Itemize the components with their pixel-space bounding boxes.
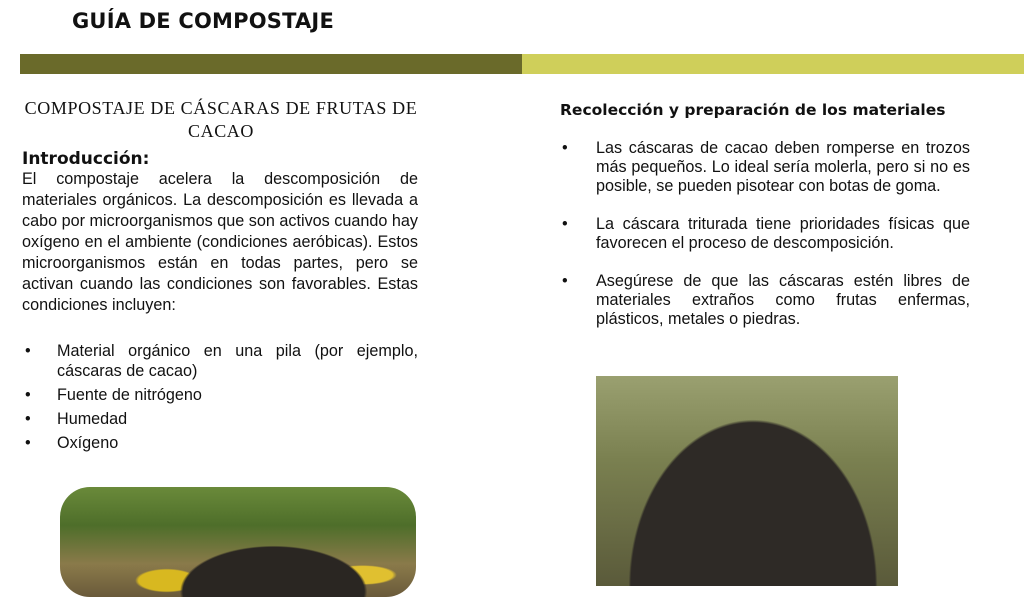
list-item-text: Asegúrese de que las cáscaras estén libres de materiales extraños como frutas enfermas, plásticos, metales o piedras. [596, 272, 970, 328]
conditions-list [22, 341, 418, 453]
list-item [22, 409, 418, 429]
bullet-icon: • [25, 410, 31, 428]
bullet-icon: • [25, 434, 31, 452]
guide-title: GUÍA DE COMPOSTAJE [72, 9, 334, 33]
shell-heap-photo [596, 376, 898, 586]
bullet-icon: • [25, 342, 31, 360]
header-band-light [522, 54, 1024, 74]
left-column [22, 97, 418, 457]
list-item [22, 385, 418, 405]
preparation-list [560, 139, 970, 329]
list-item [560, 215, 970, 253]
right-column [560, 100, 970, 348]
list-item-text: Las cáscaras de cacao deben romperse en trozos más pequeños. Lo ideal sería molerla, pero si no es posible, se pueden pisotear con botas de goma. [596, 139, 970, 195]
list-item-text: Humedad [57, 410, 128, 428]
list-item-text: Material orgánico en una pila (por ejemplo, cáscaras de cacao) [57, 342, 418, 380]
bullet-icon: • [562, 215, 568, 233]
list-item-text: La cáscara triturada tiene prioridades físicas que favorecen el proceso de descomposición. [596, 215, 970, 252]
list-item [22, 433, 418, 453]
list-item [560, 272, 970, 329]
list-item [560, 139, 970, 196]
bullet-icon: • [25, 386, 31, 404]
list-item-text: Fuente de nitrógeno [57, 386, 202, 404]
section-title: COMPOSTAJE DE CÁSCARAS DE FRUTAS DE CACAO [24, 98, 418, 141]
list-item [22, 341, 418, 381]
header-band-dark [20, 54, 522, 74]
list-item-text: Oxígeno [57, 434, 119, 452]
bullet-icon: • [562, 272, 568, 290]
materials-heading: Recolección y preparación de los materiales [560, 101, 946, 119]
compost-pile-photo [60, 487, 416, 597]
intro-heading: Introducción: [22, 149, 150, 169]
intro-paragraph: El compostaje acelera la descomposición de materiales orgánicos. La descomposición es llevada a cabo por microorganismos que son activos cuando hay oxígeno en el ambiente (condiciones aeróbicas). Estos microorganismos están en todas partes, pero se activan cuando las condiciones son favorables. Estas condiciones incluyen: [22, 170, 418, 314]
bullet-icon: • [562, 139, 568, 157]
